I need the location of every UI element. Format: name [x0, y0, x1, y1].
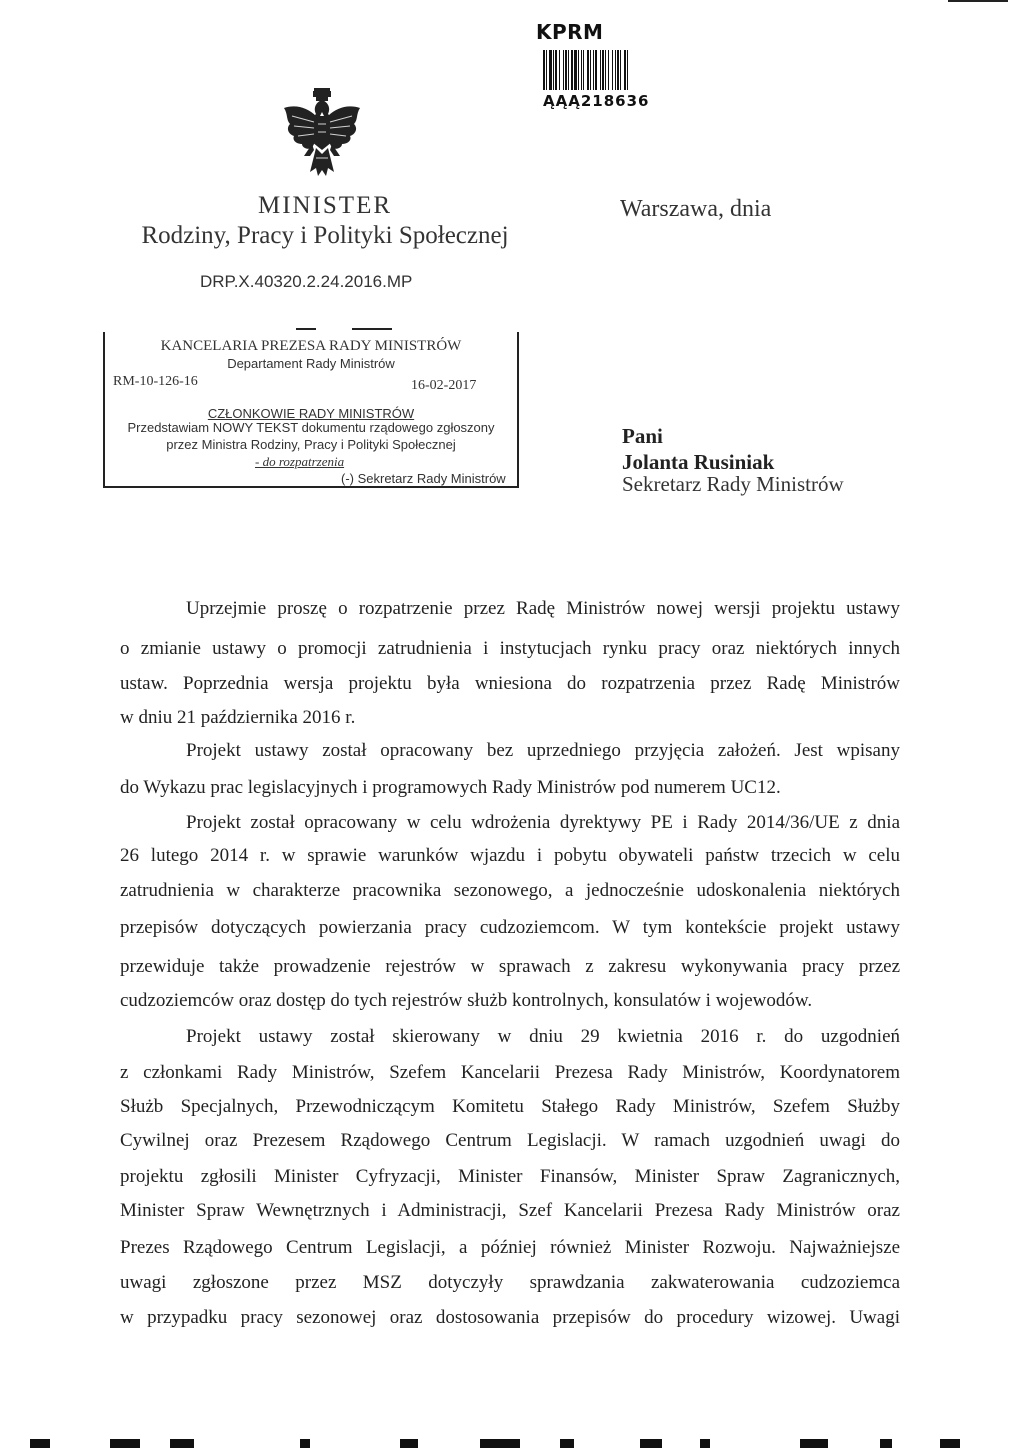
scan-edge-mark — [30, 1439, 50, 1448]
stamp-date: 16-02-2017 — [411, 378, 477, 393]
registry-stamp — [103, 332, 519, 488]
stamp-line: przez Ministra Rodziny, Pracy i Polityki Społecznej — [166, 437, 456, 452]
scan-edge-mark — [170, 1439, 194, 1448]
body-line: Prezes Rządowego Centrum Legislacji, a później również Minister Rozwoju. Najważniejsze — [120, 1237, 900, 1258]
stamp-signature: (-) Sekretarz Rady Ministrów — [341, 471, 506, 486]
place-date: Warszawa, dnia — [620, 196, 772, 222]
ministry-name: Rodziny, Pracy i Polityki Społecznej — [141, 222, 509, 249]
eagle-emblem-icon — [280, 86, 364, 182]
top-edge-rule — [948, 0, 1008, 2]
stamp-top-mark — [352, 328, 392, 330]
body-line: Służb Specjalnych, Przewodniczącym Komitetu Stałego Rady Ministrów, Szefem Służby — [120, 1096, 900, 1117]
stamp-top-mark — [296, 328, 316, 330]
body-line: w dniu 21 października 2016 r. — [120, 707, 356, 728]
body-line: Projekt został opracowany w celu wdrożenia dyrektywy PE i Rady 2014/36/UE z dnia — [186, 812, 900, 833]
scan-edge-mark — [880, 1439, 892, 1448]
stamp-department: Departament Rady Ministrów — [227, 356, 395, 371]
body-line: uwagi zgłoszone przez MSZ dotyczyły sprawdzania zakwaterowania cudzoziemca — [120, 1272, 900, 1293]
stamp-line: - do rozpatrzenia — [255, 454, 345, 469]
scan-edge-mark — [300, 1439, 310, 1448]
stamp-case-number: RM-10-126-16 — [113, 374, 198, 389]
scan-edge-mark — [940, 1439, 960, 1448]
scan-edge-mark — [400, 1439, 418, 1448]
body-line: 26 lutego 2014 r. w sprawie warunków wjazdu i pobytu obywateli państw trzecich w celu — [120, 845, 900, 866]
body-line: cudzoziemców oraz dostęp do tych rejestrów służb kontrolnych, konsulatów i wojewodów. — [120, 990, 813, 1011]
body-line: do Wykazu prac legislacyjnych i programowych Rady Ministrów pod numerem UC12. — [120, 777, 781, 798]
body-line: z członkami Rady Ministrów, Szefem Kancelarii Prezesa Rady Ministrów, Koordynatorem — [120, 1062, 900, 1083]
stamp-line: Przedstawiam NOWY TEKST dokumentu rządowego zgłoszony — [127, 420, 495, 435]
addressee-position: Sekretarz Rady Ministrów — [622, 472, 844, 496]
minister-title: MINISTER — [257, 192, 393, 219]
scan-edge-mark — [110, 1439, 140, 1448]
body-line: Projekt ustawy został opracowany bez uprzedniego przyjęcia założeń. Jest wpisany — [186, 740, 900, 761]
body-line: przewiduje także prowadzenie rejestrów w sprawach z zakresu wykonywania pracy przez — [120, 956, 900, 977]
stamp-title: KANCELARIA PREZESA RADY MINISTRÓW — [160, 338, 462, 354]
body-line: ustaw. Poprzednia wersja projektu była wniesiona do rozpatrzenia przez Radę Ministrów — [120, 673, 900, 694]
body-line: o zmianie ustawy o promocji zatrudnienia i instytucjach rynku pracy oraz niektórych innych — [120, 638, 900, 659]
stamp-members: CZŁONKOWIE RADY MINISTRÓW — [207, 406, 415, 421]
scan-edge-mark — [480, 1439, 520, 1448]
kprm-label: KPRM — [536, 20, 604, 44]
body-line: Uprzejmie proszę o rozpatrzenie przez Radę Ministrów nowej wersji projektu ustawy — [186, 598, 900, 619]
body-line: Cywilnej oraz Prezesem Rządowego Centrum Legislacji. W ramach uzgodnień uwagi do — [120, 1130, 900, 1151]
body-line: Projekt ustawy został skierowany w dniu 29 kwietnia 2016 r. do uzgodnień — [186, 1026, 900, 1047]
barcode-number: ĄĄĄ218636 — [543, 92, 650, 110]
body-line: Minister Spraw Wewnętrznych i Administracji, Szef Kancelarii Prezesa Rady Ministrów oraz — [120, 1200, 900, 1221]
reference-number: DRP.X.40320.2.24.2016.MP — [200, 272, 413, 291]
scan-edge-mark — [560, 1439, 574, 1448]
body-line: przepisów dotyczących powierzania pracy cudzoziemcom. W tym kontekście projekt ustawy — [120, 917, 900, 938]
body-line: projektu zgłosili Minister Cyfryzacji, Minister Finansów, Minister Spraw Zagranicznych, — [120, 1166, 900, 1187]
scan-edge-mark — [640, 1439, 662, 1448]
body-line: zatrudnienia w charakterze pracownika sezonowego, a jednocześnie udoskonalenia niektórych — [120, 880, 900, 901]
body-line: w przypadku pracy sezonowej oraz dostosowania przepisów do procedury wizowej. Uwagi — [120, 1307, 900, 1328]
scan-edge-mark — [700, 1439, 710, 1448]
scan-bottom-edge — [0, 1439, 1024, 1448]
addressee-name: Jolanta Rusiniak — [622, 450, 775, 474]
barcode-image — [543, 50, 707, 90]
addressee-salutation: Pani — [622, 424, 663, 448]
scan-edge-mark — [800, 1439, 828, 1448]
barcode-bar — [628, 50, 630, 90]
